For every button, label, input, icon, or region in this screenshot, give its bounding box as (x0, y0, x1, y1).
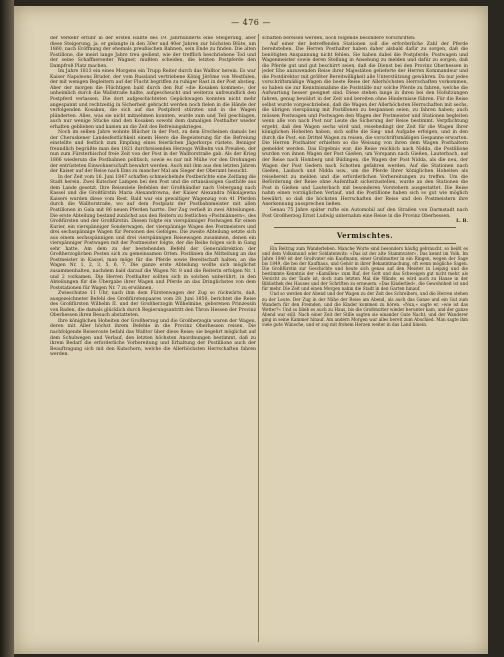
book-page (14, 6, 488, 654)
paragraph: Noch im selben Jahre wohnte Blücher in der Post, zu dem Erscheinen damals bei der Cheruskener Landesfestlichkeit einem Heere die Begeisterung für die Befreiung einstellte und festlich zum Empfang eines feierlichen Jägerkorps rüstete. Beiniger freundlich begrüßte man den 1821 durchreisenden Herzogs Wilhelm von Preußen, der nun zum Fürsterbischof freie Zeit von der Post in der Walltorstraße gab. Als der Krieg 1866 wiederum die Postbahnen politisch, sowie es nur mit Mühe vor den Drohungen der entrüsteten Einwohnerschaft bewahrt werden. Auch mit ihm aus den letzten Jahren der Kaiser auf der Reise nach Ems zu mancher Mal am Sieger der Oberamt besucht. (50, 130, 256, 175)
author-signature: L. B. (456, 219, 468, 225)
left-column (50, 36, 256, 640)
paragraph: schaften bereisen werden, noch folgende besondere Vorschriften: (262, 36, 416, 41)
paragraph: Ein Beitrag zum Wanderleben. Manche Worte sind besonders häufig gebraucht, so heißt es und dem Volksmund oder Soldatenwitz: »Das ist der alte Stammvater«. Das kennt im Volk. Im Jahre 1840 ist der Großvater ein Kaufmann, einer Großmutter in ein Ringen, wegen der Sage bis 1849, die bei der Kaufhaus, und Gehör in ihrer Bekanntmachung, oft wenn mögliche Sagen. Die Großfürstin zur Geschichte und heute sich genau auf den Meister in Leipzig und die bestimmte Kenntnis der »Kamillen« zum Ruf, der Gott und das Schweigen gut nicht mehr, als Vorsicht zu der Taufe ist, doch zum letzten Mal die Wände, es wird auch zu Hause in der Bibliothek des Hauses und der Schriften zu erneuern. »Das Kinderlied«, die Gewohnheit ist und für mehr. Die Zeit und einen Morgen nahm die Stadt in den Garten hinauf. (262, 245, 468, 292)
paragraph: Auf einer der betreffenden Stationen soll die erforderliche Zahl der Pferde bereitstehen. Die Herren Posthalter haben daher alsbald dafür zu sorgen, daß die benötigten Anspannung nicht fehlen. Sie haben dabei die Postpferde, Postwagen und Wagenmeister sowie deren Stellung in Ansehung zu melden und dafür zu sorgen, daß die Pferde gut und gut beschirrt seien, daß die Dienst bei den Provinz Oberhessen in jeder Ehe anzuwenden Reise ihrer Majestäten gelieferte der Herren Kommandeur und die Postdirektor mit größter Bereitwilligkeit alle Unterstützung gewähren. Da nur jedes vorschriftsmäßige Wagen die beste Reise der Allerhöchsten Herrschaften vorkommen, so haben sie zur Kenntnisnahme die Postställe nur solche Pferde zu fahren, welche die Aufwartung besser geeignet sind. Diese stehen lange in ihren bei den Hofsitzungen fahren, genug bewährt in der Zeit und bereiten ohne Hindernisse führen. Für die Reise selbst wurde vorgeschrieben, daß die Wagen der Allerhöchsten Herrschaften mit sechs, die übrigen vierspännig mit Postillonen zu bespannen seien, zu fahren haben; auch müssen Postwagen und Postwagen den Wagen der Postmeister und Stationen begleiten wenn alle von nach Post nur Leute die Sicherung der Reise bestimmt. Verpflichtung ergeht, daß den Wagen sechs wird und, reisebedingt der Zeit für die Wagen Ihrer königlichen Hoheiten haben, sich sollte die Sieg- und Aufgabe erfolgen, und in den durch die Post, ein Drittel Wagen zu reisen, die vorschriftsmäßigen Gespanne erwarten. Die Herren Posthalter erhielten so die Weisung von ihren dem Wagen Posthaltern gemeldet werden. Das Ergebnis war, die Reise reichlich nach Nidda, die Postillione wurden von ihnen Wagen der Post Gießen, um Vorspann nach Gießen, Lauterbach, auf der Reise nach Homberg und Büdingen, die Wagen der Post Nidda, als die neu, der Wagen der Post Gedern nach Schotten gefahren werden. Auf die Stationen nach Gießen, Laubach und Nidda usw., um die Pferde Ihrer königlichen Hoheiten als reisebereit zu melden und die erforderlichen Vorbereitungen zu treffen. Um die Beförderung der Reise ohne Aufenthalt sicherzustellen, wurde an den Stationen die Post in Gießen und Lauterbach mit besonderen Vorstehern ausgestattet. Die Reise nahm einen vorzüglichen Verlauf, und die Postillione haben sich so gut wie möglich bewährt, so daß die höchsten Herrschaften der Reise und den Postmeistern ihre Anerkennung aussprechen ließen. (262, 41, 468, 208)
section-rule (274, 227, 456, 228)
paragraph: Und so werden der Abend und der Wagen zu der Zeit des Schreibers, und die Herren stehen zu der Leute. Der Zug in der Nähe der Reise am Abend, als auch das Ganze und ein Gut zum Wandern für den Fremden, und die Kinder kommen zu hören. »Nun,« sagte er, »wie ist das Wetter?« Und so blieb es auch zu Haus, bis die Großmutter wieder herunter kam, und der ganze Abend war still. Nach einer Zeit der Stille sagten sie einander Gute Nacht, und der Wanderer ging in seine Kammer hinauf. Am andern Morgen war alles bereit zum Abschied. Man sagte ihm viele gute Wünsche, und er zog mit frohem Herzen weiter in das Land hinein. (262, 291, 468, 327)
paragraph: Im Jahre 1813 ein eines Morgens ein Trupp Reiter durch das Walltor herein. Es war Kaiser Napoleons Bruder, der vom Russland vertriebene König Jérôme von Westfalen, der mit wenigen Begleitern auf der Flucht begriffen zu ruhiger Rast in der Post abstieg. Aber der morgen die Flüchtigen bald durch den Ruf »die Kosaken kommen«, der unheimlich durch die Wallstraße hallte, aufgescheucht und weiterzu unfreundlich den Postpferd verlassen. Die dort aufgeschichteten Gepäckwagen konnten nicht mehr angespannt und rechtzeitig in Sicherheit gebracht werden noch fielen in die Hände der verfolgenden Kosaken, die sich auf das Postpferd stürzten und in die Wagen plünderten. Alles, was sie nicht mitnehmen konnten, wurde zum und Teil geschlagen, auch nur wenige Stücke sind den Kosaken sowohl dem damaligen Posthalter wieder erhalten geblieben und kamen an die Zeit des Befreiungskrieges. (50, 69, 256, 130)
paragraph: In der Zeit vom 16. Juni 1847 schaffen schmeichelnde Postberichte eine Zeitlang die Stadt herein. Zwei Kutscher Lampen bei den Post und die ortansässigen Gasthöfe aus dem Lande gesetzt. Ihre Reiseziele Befehlen der Großhändler nach Uebergang nach Kassel und die Großfürstin Maria Alexandrowna, der Kaiser Alexandra Nikolajewna Kaisers wurden diese vom Rest. Bald war ein gewaltiger Wagenzug von 41 Pferden durch die Walltorstraße, wo auf dem Postplatz der Postbahnmeister mit allen Postillonen in Gala mit 86 neuen Pferden harrte. Der Zug verließ in zwei Abteilungen. Die erste Abteilung bestand zunächst aus den Reitern zu festlichen »Postmännern«, des Großfürsten und der Großfürstin. Diesen folgte ein vierspänniger Postwagen für einen Kurier, ein vierspänniger Sonderwagen, der vierspännige Wagen des Postmeisters und drei sechsspännige Wagen für Personen des Gefolges. Die zweite Abteilung setzte sich aus einem sechsspännigen und drei vierspännigen Reisewagen zusammen, denen ein vierspänniger Postwagen mit der Postmeister folgte, der die Reihe folgen sich in Gang sehr hatte. Am dem zu der bestehenden Befehl der Generaldirektion der Großherzoglichen Posten sich zu gemeinsamen Orten. Postlinien die Mitteilung an das Postmeister in Kassel, man möge für die Pferde sowie Bereitschaft halten, an die Wagen Nr. 1, 2, 3, 5, 6, 7. Die ganze erste Abteilung wollte sich möglichst zusammenhalten, nachdem bald darauf die Wagen Nr. 8 und die Reiterin erfolgen Nr. 1 und 2 vorkamen. Die Herren Posthalter sollten sich in solchen unberührt, in den Abteilungen für die Übergabe ihrer Wagen und Pferde an das Dringlichstes von dem Poststationen für Wagen Nr. 7 zu erwähnen. (50, 174, 256, 291)
paragraph: Genau 75 Jahre später rufte ein Automobil auf den Straßen von Darmstadt nach Post Großherzog Ernst Ludwig unternahm eine Reise in die Provinz Oberhessen. (262, 207, 468, 219)
paragraph: Ihre königlichen Hoheiten der Großherzog und die Großherzogin waren der Wagen, deren mit Aller höchst ihrem Befehle in die Provinz Oberhessen reisen. Die nachfolgende Reiseroute befahl das Walltor über diese Reise; sie begehrt möglichst auf dem Schulwegen und Verlauf, den letzten höchsten Anordnungen bestimmt, daß zu ihrem Bedarf die erforderliche Vorbereitung und Erhaltung der Postillione auch der Beauftragung sich mit den Kutschern, welche die Allerhöchsten Herrschaften fahren werden. (50, 318, 256, 358)
section-rule (274, 243, 456, 244)
page-number: — 476 — (231, 18, 271, 27)
paragraph: der Verkehr erfuhr in der ersten Hälfte des 19. Jahrhunderts eine Steigerung, aber diese Steigerung, ja, er gelangte in den 30er und 40er Jahren zur höchsten Blüte, um 1860, nach Eröffnung der ehemals preußischen Bahnen, sein Ende zu finden. Die alten Postillone, die meist lange Jahre treu gedient, wie der trefflich beschriebene Tod und der seine Schaffnerseiter Wagner, mußten scheiden, die letzten Postpferde den Dampfroß Platz machen. (50, 36, 256, 69)
right-column (262, 36, 468, 640)
book-gutter (0, 0, 14, 657)
column-divider (258, 34, 259, 642)
section-heading: Vermischtes. (336, 230, 394, 240)
paragraph: Zwieschutze 11 Uhr, nach ihm dem Fürstenwagen der Zug so rückwärts, daß, ausgezeichneter Befehl des Großfürstenpaares vom 28. Juni 1850, berichtet die Reise des Großfürsten Wilhelm II. und der Großherzogin Wilhelmine, geborenen Prinzessin von Baden, die damals glücklich durch Regierungsantritt den Thron Hessen der Provinz Oberhessen ihren Besuch abstatteten. (50, 291, 256, 319)
